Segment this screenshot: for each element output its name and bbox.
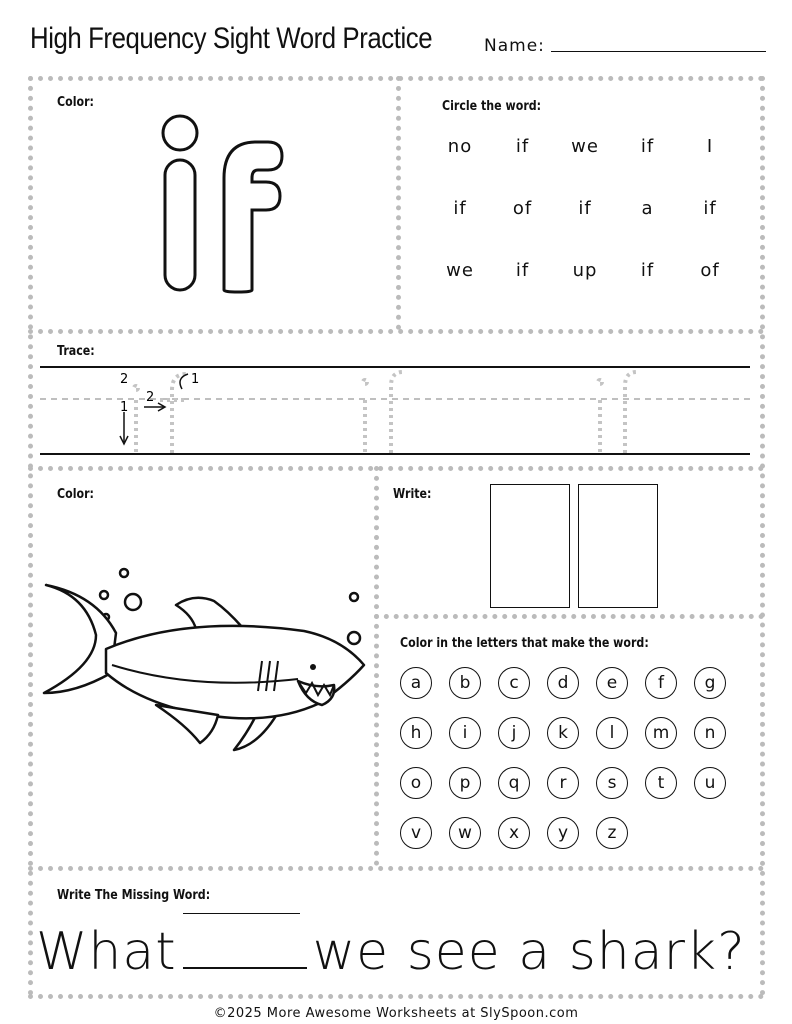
letter-circle[interactable]: y: [547, 817, 579, 849]
letter-circle[interactable]: z: [596, 817, 628, 849]
letter-circle[interactable]: g: [694, 667, 726, 699]
circle-word-grid: [430, 136, 740, 322]
trace-area[interactable]: [40, 364, 752, 458]
shark-illustration[interactable]: [36, 565, 366, 765]
letter-circle[interactable]: b: [449, 667, 481, 699]
letter-circle[interactable]: m: [645, 717, 677, 749]
letter-circle[interactable]: e: [596, 667, 628, 699]
letter-circle[interactable]: j: [498, 717, 530, 749]
circle-word[interactable]: we: [446, 260, 474, 281]
color-picture-label: Color:: [57, 487, 94, 502]
letter-circle[interactable]: p: [449, 767, 481, 799]
missing-word-sentence: [36, 922, 746, 982]
divider-write-letters: [374, 614, 764, 619]
letter-circle[interactable]: k: [547, 717, 579, 749]
letter-row-3: [400, 767, 740, 817]
letter-row-4: [400, 817, 740, 867]
letter-row-1: [400, 667, 740, 717]
letter-circle[interactable]: l: [596, 717, 628, 749]
circle-word[interactable]: if: [578, 198, 592, 219]
missing-word-blank[interactable]: [183, 927, 307, 969]
divider-mid-vertical: [374, 466, 379, 866]
stroke-number: 1: [191, 372, 200, 387]
circle-word[interactable]: I: [706, 136, 714, 157]
letter-circle[interactable]: x: [498, 817, 530, 849]
write-label: Write:: [393, 487, 432, 502]
circle-row-1: [430, 136, 740, 198]
circle-word[interactable]: of: [512, 198, 533, 219]
letter-circle[interactable]: n: [694, 717, 726, 749]
letter-circle[interactable]: w: [449, 817, 481, 849]
letter-circle[interactable]: t: [645, 767, 677, 799]
name-line[interactable]: [551, 51, 766, 52]
letter-circle[interactable]: d: [547, 667, 579, 699]
stroke-number: 2: [120, 372, 129, 387]
letters-label: Color in the letters that make the word:: [400, 636, 649, 651]
color-word-label: Color:: [57, 95, 94, 110]
divider-top-vertical: [396, 76, 401, 330]
stroke-number: 2: [146, 390, 155, 405]
sentence-start: What: [36, 922, 177, 982]
letter-circle[interactable]: v: [400, 817, 432, 849]
letter-circle[interactable]: f: [645, 667, 677, 699]
circle-row-3: [430, 260, 740, 322]
circle-word[interactable]: of: [700, 260, 720, 281]
trace-label: Trace:: [57, 344, 95, 359]
circle-word[interactable]: a: [641, 198, 654, 219]
letter-circle[interactable]: i: [449, 717, 481, 749]
sentence-end: we see a shark?: [312, 922, 746, 982]
missing-word-top-line: [183, 913, 300, 914]
circle-word[interactable]: we: [571, 136, 599, 157]
footer-credit: ©2025 More Awesome Worksheets at SlySpoon.com: [213, 1006, 579, 1021]
frame-right: [760, 76, 765, 996]
divider-trace-top: [28, 329, 764, 334]
circle-word[interactable]: up: [572, 260, 598, 281]
letter-circle[interactable]: h: [400, 717, 432, 749]
circle-word[interactable]: if: [640, 260, 655, 281]
missing-word-label: Write The Missing Word:: [57, 888, 211, 903]
frame-left: [28, 76, 33, 996]
circle-word[interactable]: if: [640, 136, 655, 157]
letter-circle[interactable]: r: [547, 767, 579, 799]
circle-word-label: Circle the word:: [442, 99, 542, 114]
circle-word[interactable]: no: [447, 136, 473, 157]
bubble-word-if[interactable]: [148, 108, 288, 298]
page-title: High Frequency Sight Word Practice: [30, 22, 433, 55]
write-box-1[interactable]: [490, 484, 570, 608]
letter-grid: [400, 667, 740, 867]
frame-bottom: [28, 994, 764, 999]
circle-word[interactable]: if: [703, 198, 717, 219]
letter-row-2: [400, 717, 740, 767]
letter-circle[interactable]: q: [498, 767, 530, 799]
letter-circle[interactable]: u: [694, 767, 726, 799]
stroke-number: 1: [120, 400, 129, 415]
circle-word[interactable]: if: [453, 198, 467, 219]
letter-circle[interactable]: o: [400, 767, 432, 799]
letter-circle[interactable]: s: [596, 767, 628, 799]
name-label: Name:: [484, 36, 545, 56]
circle-word[interactable]: if: [515, 260, 530, 281]
circle-row-2: [430, 198, 740, 260]
divider-trace-bottom: [28, 466, 764, 471]
letter-circle[interactable]: c: [498, 667, 530, 699]
write-box-2[interactable]: [578, 484, 658, 608]
letter-circle[interactable]: a: [400, 667, 432, 699]
circle-word[interactable]: if: [515, 136, 530, 157]
